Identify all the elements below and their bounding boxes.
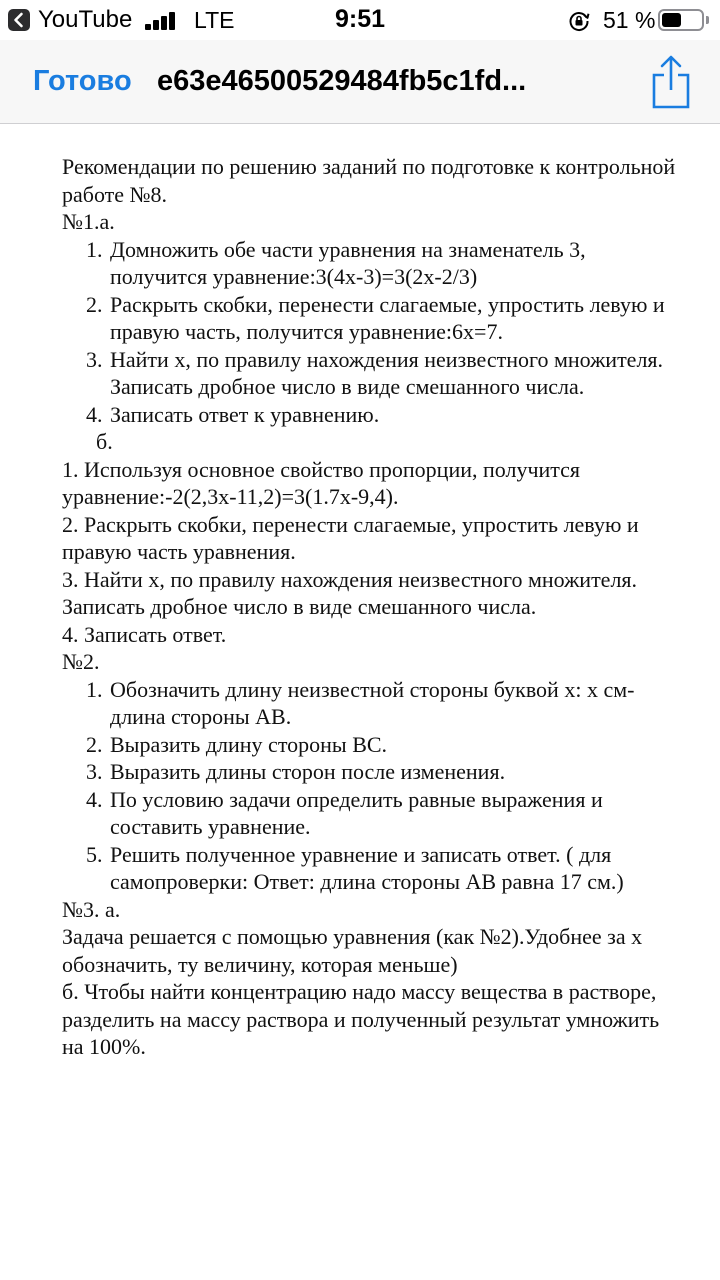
rotation-lock-icon xyxy=(567,9,591,38)
list-item: 4. Записать ответ к уравнению. xyxy=(86,401,380,427)
task1-heading: №1.а. xyxy=(62,209,115,234)
list-item: 2. Выразить длину стороны BC. xyxy=(86,731,388,757)
paragraph: Задача решается с помощью уравнения (как №2).Удобнее за x обозначить, ту величину, которая меньше) xyxy=(62,924,643,977)
status-bar xyxy=(0,0,720,40)
paragraph: 2. Раскрыть скобки, перенести слагаемые, упростить левую и правую часть уравнения. xyxy=(62,511,639,564)
list-item: 4. По условию задачи определить равные выражения и составить уравнение. xyxy=(86,786,603,839)
done-button[interactable]: Готово xyxy=(33,65,132,97)
list-item: 3. Выразить длины сторон после изменения. xyxy=(86,759,506,784)
list-item: 3. Найти x, по правилу нахождения неизвестного множителя. Записать дробное число в виде смешанного числа. xyxy=(86,346,664,399)
document-content xyxy=(62,153,682,1061)
battery-level xyxy=(662,13,681,27)
list-item: 2. Раскрыть скобки, перенести слагаемые, упростить левую и правую часть, получится уравнение:6x=7. xyxy=(86,291,665,344)
paragraph: 3. Найти x, по правилу нахождения неизвестного множителя. Записать дробное число в виде смешанного числа. xyxy=(62,566,638,619)
task2-steps xyxy=(62,676,682,896)
navigation-bar xyxy=(0,40,720,124)
share-icon[interactable] xyxy=(649,54,693,110)
list-item: 5. Решить полученное уравнение и записать ответ. ( для самопроверки: Ответ: длина стороны AB равна 17 см.) xyxy=(86,841,624,894)
paragraph: 1. Используя основное свойство пропорции, получится уравнение:-2(2,3x-11,2)=3(1.7x-9,4). xyxy=(62,456,581,509)
network-type: LTE xyxy=(194,7,235,33)
document-title: Рекомендации по решению заданий по подготовке к контрольной работе №8. xyxy=(62,154,676,207)
clock: 9:51 xyxy=(334,5,386,33)
paragraph: б. Чтобы найти концентрацию надо массу вещества в растворе, разделить на массу раствора и полученный результат умножить на 100%. xyxy=(62,979,660,1059)
battery-icon xyxy=(658,9,704,31)
file-title: e63e46500529484fb5c1fd... xyxy=(157,65,527,97)
paragraph: 4. Записать ответ. xyxy=(62,621,227,647)
task1a-steps xyxy=(62,236,682,429)
battery-cap xyxy=(706,16,709,24)
battery-percent: 51 % xyxy=(603,7,656,33)
task3-heading: №3. а. xyxy=(62,896,121,922)
list-item: 1. Обозначить длину неизвестной стороны буквой x: x см-длина стороны AB. xyxy=(86,676,635,729)
back-app-label[interactable]: YouTube xyxy=(38,6,133,33)
list-item: 1. Домножить обе части уравнения на знаменатель 3, получится уравнение:3(4x-3)=3(2x-2/3) xyxy=(86,236,586,289)
task2-heading: №2. xyxy=(62,649,100,674)
task1b-heading: б. xyxy=(96,429,113,454)
